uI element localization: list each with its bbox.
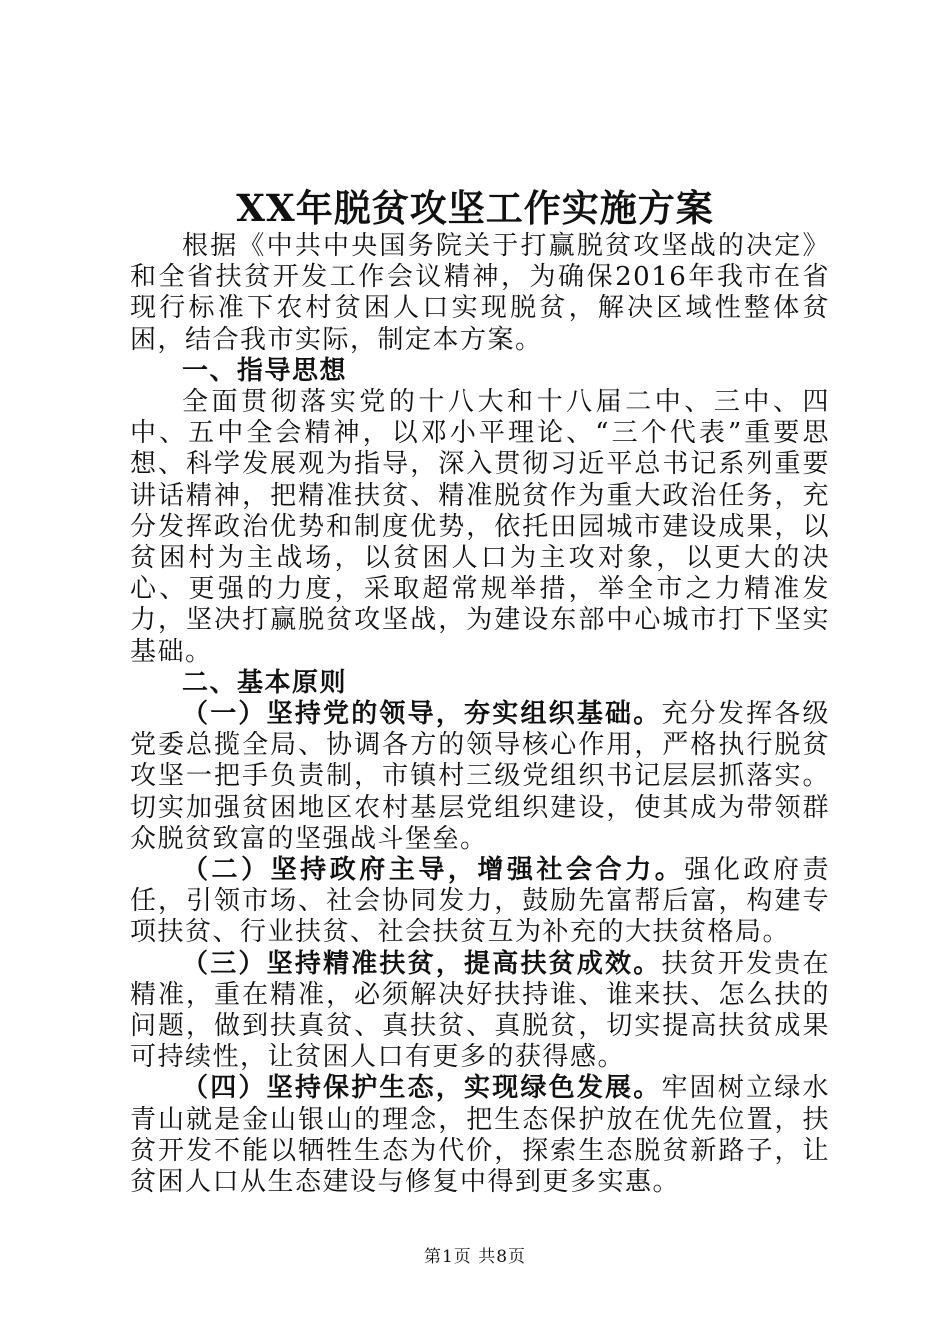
principle-text-4: 牢固树立绿水青山就是金山银山的理念，把生态保护放在优先位置，扶贫开发不能以牺牲生态为代价，探索生态脱贫新路子，让贫困人口从生态建设与修复中得到更多实惠。 [130,1073,830,1198]
section-heading-guiding-thought: 一、指导思想 [182,355,348,386]
page-title: XX年脱贫攻坚工作实施方案 [236,186,714,230]
guiding-thought-paragraph: 全面贯彻落实党的十八大和十八届二中、三中、四中、五中全会精神，以邓小平理论、“三个代表”重要思想、科学发展观为指导，深入贯彻习近平总书记系列重要讲话精神，把精准扶贫、精准脱贫作为重大政治任务，充分发挥政治优势和制度优势，依托田园城市建设成果，以贫困村为主战场，以贫困人口为主攻对象，以更大的决心、更强的力度，采取超常规举措，举全市之力精准发力，坚决打赢脱贫攻坚战，为建设东部中心城市打下坚实基础。 [130,387,830,667]
principle-paragraph-2 [130,855,830,949]
principle-lead-2: （二）坚持政府主导，增强社会合力。 [182,855,685,886]
principle-paragraph-1 [130,699,830,855]
principle-text-3: 扶贫开发贵在精准，重在精准，必须解决好扶持谁、谁来扶、怎么扶的问题，做到扶真贫、真扶贫、真脱贫，切实提高扶贫成果可持续性，让贫困人口有更多的获得感。 [130,948,830,1073]
principle-lead-1: （一）坚持党的领导，夯实组织基础。 [182,699,662,730]
principle-lead-3: （三）坚持精准扶贫，提高扶贫成效。 [182,948,662,979]
principle-paragraph-4 [130,1073,830,1198]
section-heading-basic-principles: 二、基本原则 [182,667,348,698]
intro-paragraph: 根据《中共中央国务院关于打赢脱贫攻坚战的决定》和全省扶贫开发工作会议精神，为确保2016年我市在省现行标准下农村贫困人口实现脱贫，解决区域性整体贫困，结合我市实际，制定本方案。 [130,231,830,355]
principle-paragraph-3 [130,949,830,1074]
document-body [130,231,830,1198]
principle-text-2: 强化政府责任，引领市场、社会协同发力，鼓励先富帮后富，构建专项扶贫、行业扶贫、社会扶贫互为补充的大扶贫格局。 [130,855,830,948]
principle-lead-4: （四）坚持保护生态，实现绿色发展。 [182,1073,662,1104]
page-footer: 第1页 共8页 [423,1247,527,1267]
principle-text-1: 充分发挥各级党委总揽全局、协调各方的领导核心作用，严格执行脱贫攻坚一把手负责制，市镇村三级党组织书记层层抓落实。切实加强贫困地区农村基层党组织建设，使其成为带领群众脱贫致富的坚强战斗堡垒。 [130,699,830,854]
